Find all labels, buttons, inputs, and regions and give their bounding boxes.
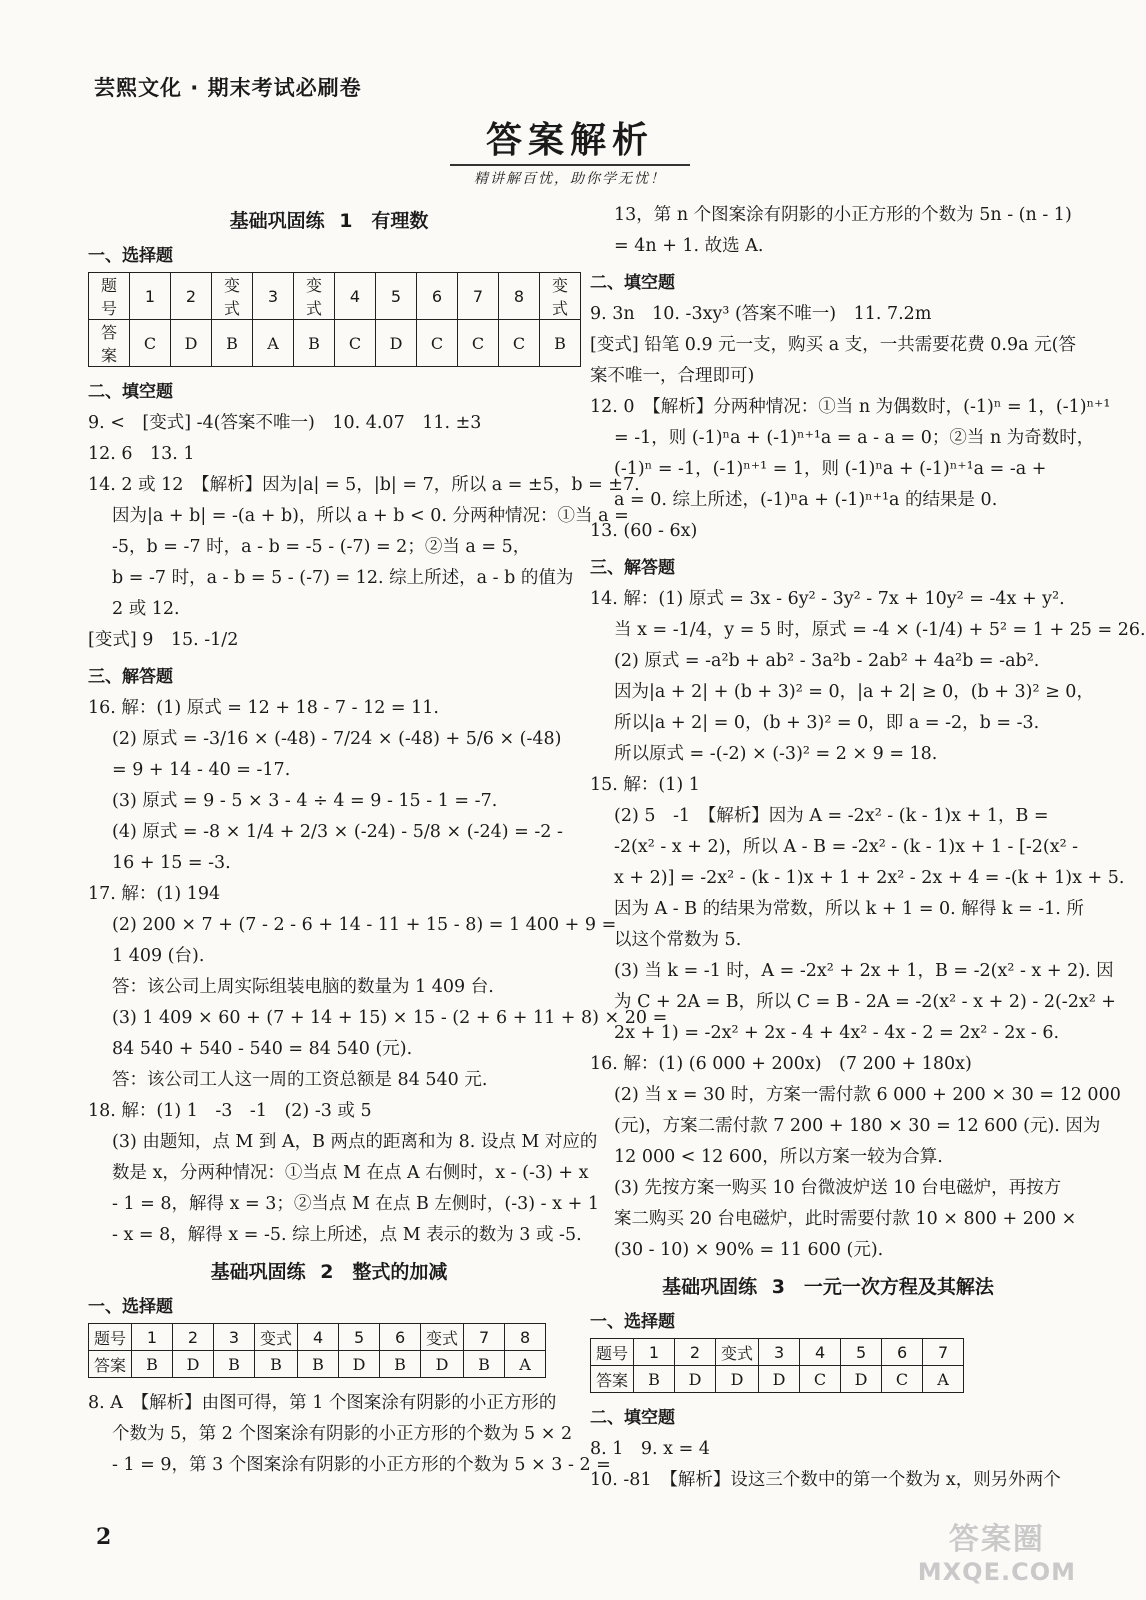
table-cell: 1 <box>132 1324 173 1351</box>
table-cell: 4 <box>298 1324 339 1351</box>
table-cell: 5 <box>376 273 417 320</box>
text-line: (元)，方案二需付款 7 200 + 180 × 30 = 12 600 (元). 因为 <box>614 1116 1101 1136</box>
text-line: 15. 解：(1) 1 <box>590 775 700 795</box>
text-line: 因为 A - B 的结果为常数，所以 k + 1 = 0. 解得 k = -1. 所 <box>614 899 1084 919</box>
text-line: 12 000 < 12 600，所以方案一较为合算. <box>614 1147 943 1167</box>
table-cell: D <box>376 320 417 367</box>
table-cell: B <box>132 1351 173 1378</box>
text-line: [变式] 9 15. -1/2 <box>88 630 239 650</box>
subsection-choice-2: 一、选择题 <box>88 1297 173 1317</box>
text-line: 2x + 1) = -2x² + 2x - 4 + 4x² - 4x - 2 = 2x² - 2x - 6. <box>614 1023 1060 1043</box>
text-line: (3) 当 k = -1 时，A = -2x² + 2x + 1，B = -2(x² - x + 2). 因 <box>614 961 1114 981</box>
table-cell: 6 <box>417 273 458 320</box>
text-line: -2(x² - x + 2)，所以 A - B = -2x² - (k - 1)x + 1 - [-2(x² - <box>614 837 1079 857</box>
table-cell: 6 <box>882 1339 923 1366</box>
text-line: 13，第 n 个图案涂有阴影的小正方形的个数为 5n - (n - 1) <box>614 205 1072 225</box>
section-title-1: 基础巩固练 1 有理数 <box>229 210 429 232</box>
table-row-answers <box>89 320 581 367</box>
table-row-numbers <box>591 1339 964 1366</box>
text-line: 数是 x，分两种情况：①当点 M 在点 A 右侧时，x - (-3) + x <box>112 1163 589 1183</box>
table-cell: 7 <box>458 273 499 320</box>
answer-table-3 <box>590 1338 964 1393</box>
table-cell: 答案 <box>591 1366 634 1393</box>
table-cell: 2 <box>171 273 212 320</box>
table-cell: C <box>130 320 171 367</box>
table-cell: C <box>800 1366 841 1393</box>
text-line: (3) 先按方案一购买 10 台微波炉送 10 台电磁炉，再按方 <box>614 1178 1062 1198</box>
text-line: (4) 原式 = -8 × 1/4 + 2/3 × (-24) - 5/8 × (-24) = -2 - <box>112 822 563 842</box>
subsection-fill-3: 二、填空题 <box>590 1408 675 1428</box>
page-number: 2 <box>96 1524 112 1550</box>
text-line: = 9 + 14 - 40 = -17. <box>112 760 291 780</box>
table-cell: D <box>421 1351 464 1378</box>
watermark-text: 答案圈 <box>948 1522 1045 1557</box>
table-cell: 7 <box>464 1324 505 1351</box>
table-cell: C <box>417 320 458 367</box>
table-cell: 2 <box>173 1324 214 1351</box>
table-cell: 1 <box>634 1339 675 1366</box>
table-cell: C <box>458 320 499 367</box>
text-line: 当 x = -1/4，y = 5 时，原式 = -4 × (-1/4) + 5² = 1 + 25 = 26. <box>614 620 1146 640</box>
text-line: (30 - 10) × 90% = 11 600 (元). <box>614 1240 884 1260</box>
text-line: x + 2)] = -2x² - (k - 1)x + 1 + 2x² - 2x + 4 = -(k + 1)x + 5. <box>614 868 1125 888</box>
table-cell: 变式 <box>716 1339 759 1366</box>
text-line: - x = 8，解得 x = -5. 综上所述，点 M 表示的数为 3 或 -5. <box>112 1225 582 1245</box>
table-row-answers <box>89 1351 546 1378</box>
text-line: [变式] 铅笔 0.9 元一支，购买 a 支，一共需要花费 0.9a 元(答 <box>590 335 1076 355</box>
table-cell: 4 <box>335 273 376 320</box>
text-line: 个数为 5，第 2 个图案涂有阴影的小正方形的个数为 5 × 2 <box>112 1424 573 1444</box>
table-cell: 题号 <box>89 273 130 320</box>
text-line: 17. 解：(1) 194 <box>88 884 221 904</box>
text-line: - 1 = 8，解得 x = 3；②当点 M 在点 B 左侧时，(-3) - x + 1 <box>112 1194 599 1214</box>
text-line: a = 0. 综上所述，(-1)ⁿa + (-1)ⁿ⁺¹a 的结果是 0. <box>614 490 998 510</box>
subsection-choice-3: 一、选择题 <box>590 1312 675 1332</box>
text-line: 16. 解：(1) (6 000 + 200x) (7 200 + 180x) <box>590 1054 972 1074</box>
table-row-answers <box>591 1366 964 1393</box>
table-cell: 6 <box>380 1324 421 1351</box>
title-divider <box>450 164 690 166</box>
text-line: 答：该公司工人这一周的工资总额是 84 540 元. <box>112 1070 488 1090</box>
section-title-3: 基础巩固练 3 一元一次方程及其解法 <box>662 1276 994 1298</box>
answer-table-1 <box>88 272 581 367</box>
text-line: 9. < [变式] -4(答案不唯一) 10. 4.07 11. ±3 <box>88 413 482 433</box>
text-line: (-1)ⁿ = -1，(-1)ⁿ⁺¹ = 1，则 (-1)ⁿa + (-1)ⁿ⁺¹a = -a + <box>614 459 1047 479</box>
subsection-solve-2: 三、解答题 <box>590 558 675 578</box>
text-line: (3) 由题知，点 M 到 A，B 两点的距离和为 8. 设点 M 对应的 <box>112 1132 598 1152</box>
text-line: (2) 原式 = -a²b + ab² - 3a²b - 2ab² + 4a²b = -ab². <box>614 651 1040 671</box>
table-cell: 答案 <box>89 1351 132 1378</box>
text-line: (2) 原式 = -3/16 × (-48) - 7/24 × (-48) + 5/6 × (-48) <box>112 729 562 749</box>
table-cell: B <box>380 1351 421 1378</box>
text-line: 案不唯一，合理即可) <box>590 366 755 386</box>
text-line: 案二购买 20 台电磁炉，此时需要付款 10 × 800 + 200 × <box>614 1209 1077 1229</box>
text-line: 12. 0 【解析】分两种情况：①当 n 为偶数时，(-1)ⁿ = 1，(-1)ⁿ⁺¹ <box>590 397 1111 417</box>
text-line: 因为|a + b| = -(a + b)，所以 a + b < 0. 分两种情况：①当 a = <box>112 506 629 526</box>
table-cell: 8 <box>505 1324 546 1351</box>
table-cell: 3 <box>759 1339 800 1366</box>
table-cell: B <box>634 1366 675 1393</box>
table-row-numbers <box>89 1324 546 1351</box>
text-line: (2) 200 × 7 + (7 - 2 - 6 + 14 - 11 + 15 - 8) = 1 400 + 9 = <box>112 915 617 935</box>
table-cell: 5 <box>841 1339 882 1366</box>
table-cell: D <box>759 1366 800 1393</box>
text-line: 9. 3n 10. -3xy³ (答案不唯一) 11. 7.2m <box>590 304 932 324</box>
text-line: 13. (60 - 6x) <box>590 521 698 541</box>
text-line: 1 409 (台). <box>112 946 205 966</box>
section-title-2: 基础巩固练 2 整式的加减 <box>210 1261 448 1283</box>
table-cell: 变式 <box>294 273 335 320</box>
text-line: b = -7 时，a - b = 5 - (-7) = 12. 综上所述，a - b 的值为 <box>112 568 574 588</box>
subsection-fill-1: 二、填空题 <box>88 382 173 402</box>
slogan: 精讲解百忧，助你学无忧！ <box>474 171 666 187</box>
text-line: 8. A 【解析】由图可得，第 1 个图案涂有阴影的小正方形的 <box>88 1393 557 1413</box>
title-block <box>440 118 700 188</box>
table-cell: 2 <box>675 1339 716 1366</box>
text-line: 14. 解：(1) 原式 = 3x - 6y² - 3y² - 7x + 10y² = -4x + y². <box>590 589 1065 609</box>
table-cell: 题号 <box>591 1339 634 1366</box>
subsection-solve-1: 三、解答题 <box>88 667 173 687</box>
text-line: 10. -81 【解析】设这三个数中的第一个数为 x，则另外两个 <box>590 1470 1061 1490</box>
table-cell: 8 <box>499 273 540 320</box>
text-line: 16 + 15 = -3. <box>112 853 231 873</box>
table-cell: 变式 <box>255 1324 298 1351</box>
text-line: (2) 5 -1 【解析】因为 A = -2x² - (k - 1)x + 1，B = <box>614 806 1049 826</box>
text-line: 18. 解：(1) 1 -3 -1 (2) -3 或 5 <box>88 1101 372 1121</box>
text-line: -5，b = -7 时，a - b = -5 - (-7) = 2；②当 a = 5， <box>112 537 531 557</box>
table-cell: A <box>923 1366 964 1393</box>
table-cell: 5 <box>339 1324 380 1351</box>
right-column <box>590 200 1146 1496</box>
table-cell: C <box>335 320 376 367</box>
table-cell: 7 <box>923 1339 964 1366</box>
table-cell: B <box>464 1351 505 1378</box>
text-line: 为 C + 2A = B，所以 C = B - 2A = -2(x² - x + 2) - 2(-2x² + <box>614 992 1116 1012</box>
table-cell: C <box>882 1366 923 1393</box>
table-cell: D <box>716 1366 759 1393</box>
answer-table-2 <box>88 1323 546 1378</box>
text-line: 14. 2 或 12 【解析】因为|a| = 5，|b| = 7，所以 a = ±5，b = ±7. <box>88 475 640 495</box>
table-cell: B <box>255 1351 298 1378</box>
text-line: 84 540 + 540 - 540 = 84 540 (元). <box>112 1039 413 1059</box>
text-line: = 4n + 1. 故选 A. <box>614 236 764 256</box>
table-cell: A <box>505 1351 546 1378</box>
table-cell: B <box>540 320 581 367</box>
header-brand: 芸熙文化 · 期末考试必刷卷 <box>94 76 362 100</box>
table-cell: B <box>212 320 253 367</box>
text-line: 所以|a + 2| = 0，(b + 3)² = 0，即 a = -2，b = -3. <box>614 713 1040 733</box>
table-cell: 题号 <box>89 1324 132 1351</box>
table-cell: 变式 <box>212 273 253 320</box>
text-line: 16. 解：(1) 原式 = 12 + 18 - 7 - 12 = 11. <box>88 698 439 718</box>
text-line: 所以原式 = -(-2) × (-3)² = 2 × 9 = 18. <box>614 744 938 764</box>
text-line: 因为|a + 2| + (b + 3)² = 0，|a + 2| ≥ 0，(b + 3)² ≥ 0， <box>614 682 1094 702</box>
table-cell: D <box>173 1351 214 1378</box>
watermark-logo <box>918 1514 1076 1586</box>
table-cell: D <box>675 1366 716 1393</box>
text-line: - 1 = 9，第 3 个图案涂有阴影的小正方形的个数为 5 × 3 - 2 = <box>112 1455 611 1475</box>
text-line: 12. 6 13. 1 <box>88 444 195 464</box>
table-cell: 4 <box>800 1339 841 1366</box>
text-line: 8. 1 9. x = 4 <box>590 1439 710 1459</box>
text-line: 答：该公司上周实际组装电脑的数量为 1 409 台. <box>112 977 494 997</box>
table-row-numbers <box>89 273 581 320</box>
subsection-choice-1: 一、选择题 <box>88 246 173 266</box>
table-cell: 3 <box>253 273 294 320</box>
text-line: 以这个常数为 5. <box>614 930 742 950</box>
text-line: (3) 原式 = 9 - 5 × 3 - 4 ÷ 4 = 9 - 15 - 1 = -7. <box>112 791 498 811</box>
table-cell: D <box>171 320 212 367</box>
table-cell: 答案 <box>89 320 130 367</box>
table-cell: 3 <box>214 1324 255 1351</box>
table-cell: B <box>298 1351 339 1378</box>
table-cell: 变式 <box>540 273 581 320</box>
text-line: (3) 1 409 × 60 + (7 + 14 + 15) × 15 - (2 + 6 + 11 + 8) × 20 = <box>112 1008 668 1028</box>
table-cell: A <box>253 320 294 367</box>
table-cell: B <box>294 320 335 367</box>
text-line: 2 或 12. <box>112 599 180 619</box>
watermark-url: MXQE.COM <box>917 1558 1076 1586</box>
table-cell: B <box>214 1351 255 1378</box>
table-cell: C <box>499 320 540 367</box>
subsection-fill-2: 二、填空题 <box>590 273 675 293</box>
text-line: (2) 当 x = 30 时，方案一需付款 6 000 + 200 × 30 = 12 000 <box>614 1085 1121 1105</box>
table-cell: 变式 <box>421 1324 464 1351</box>
table-cell: 1 <box>130 273 171 320</box>
page-title: 答案解析 <box>485 119 654 161</box>
table-cell: D <box>841 1366 882 1393</box>
text-line: = -1，则 (-1)ⁿa + (-1)ⁿ⁺¹a = a - a = 0；②当 n 为奇数时， <box>614 428 1095 448</box>
table-cell: D <box>339 1351 380 1378</box>
